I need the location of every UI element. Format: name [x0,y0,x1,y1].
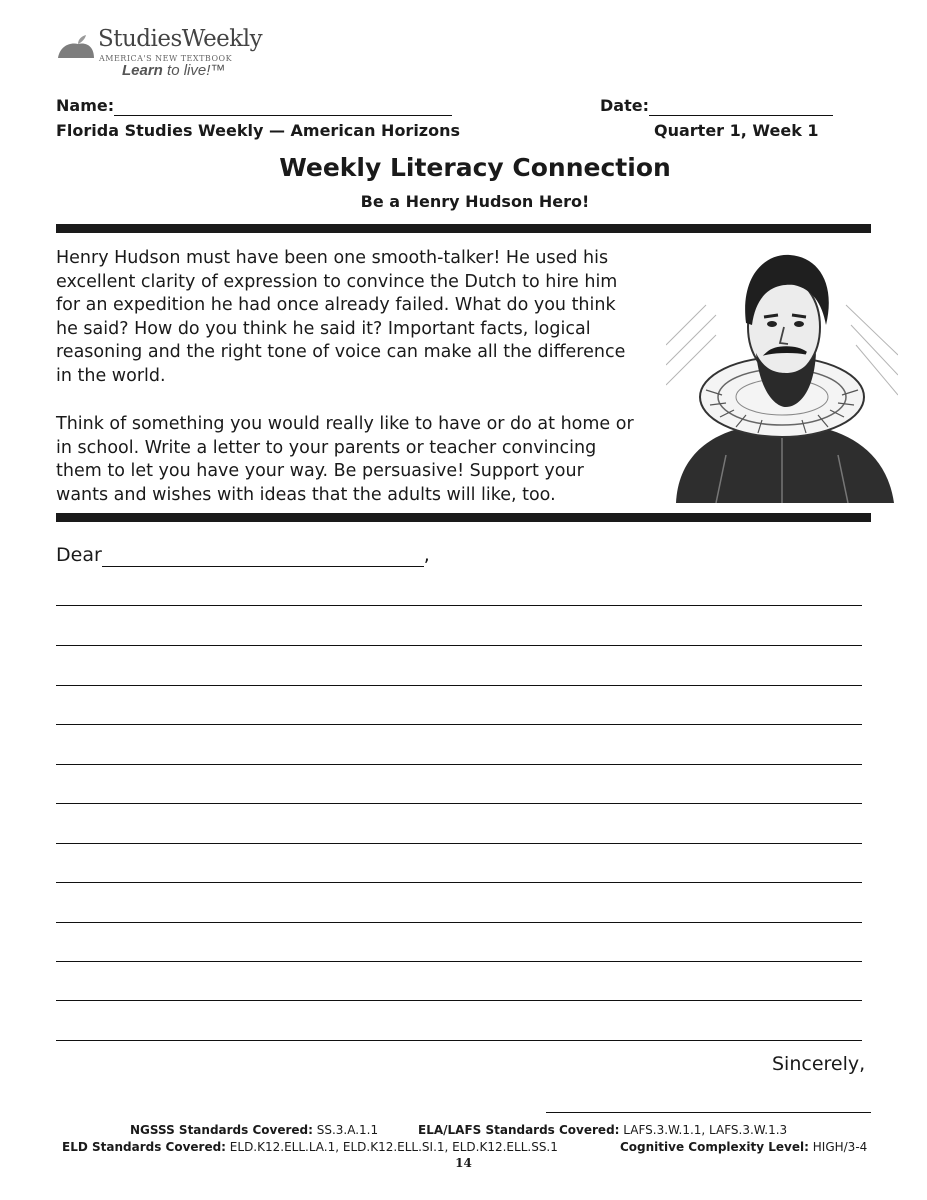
text-line: Henry Hudson must have been one smooth-talker! He used his [56,248,609,268]
logo-tagline: AMERICA'S NEW TEXTBOOK [99,54,233,63]
letter-greeting [56,544,430,567]
text-line: in the world. [56,365,166,386]
writing-line[interactable] [56,1040,862,1041]
writing-line[interactable] [56,922,862,923]
bottom-divider [56,513,871,522]
intro-paragraph [56,247,662,388]
text-line: wants and wishes with ideas that the adults will like, too. [56,484,556,505]
writing-line[interactable] [56,764,862,765]
dear-label: Dear [56,544,102,566]
date-field [600,96,833,116]
ela-label: ELA/LAFS Standards Covered: [418,1123,620,1137]
page-subtitle: Be a Henry Hudson Hero! [360,192,590,211]
text-line: he said? How do you think he said it? Important facts, logical [56,318,591,339]
studies-weekly-logo [56,24,263,84]
logo-slogan [122,62,225,79]
henry-hudson-portrait [666,245,898,503]
logo-slogan-bold: Learn [122,62,163,79]
writing-line[interactable] [56,605,862,606]
publication-title: Florida Studies Weekly — American Horizons [56,121,461,140]
cognitive-complexity [620,1140,867,1154]
text-line: in school. Write a letter to your parents or teacher convincing [56,437,597,458]
recipient-line[interactable] [102,544,424,567]
cognitive-value: HIGH/3-4 [808,1140,868,1154]
date-line[interactable] [649,96,833,116]
text-line: reasoning and the right tone of voice can make all the difference [56,342,626,362]
ngsss-label: NGSSS Standards Covered: [130,1123,313,1137]
eld-standards [62,1140,558,1154]
text-line: them to let you have your way. Be persuasive! Support your [56,461,584,481]
ela-value: LAFS.3.W.1.1, LAFS.3.W.1.3 [619,1123,788,1137]
writing-line[interactable] [56,882,862,883]
date-label: Date: [600,96,649,115]
eld-value: ELD.K12.ELL.LA.1, ELD.K12.ELL.SI.1, ELD.K12.ELL.SS.1 [225,1140,558,1154]
eld-label: ELD Standards Covered: [62,1140,226,1154]
writing-line[interactable] [56,645,862,646]
quarter-week: Quarter 1, Week 1 [654,121,819,140]
ngsss-value: SS.3.A.1.1 [312,1123,379,1137]
signature-line[interactable] [546,1112,871,1113]
logo-slogan-rest: to live!™ [162,62,226,79]
greeting-comma: , [423,544,430,566]
text-line: Think of something you would really like to have or do at home or [56,414,634,434]
writing-line[interactable] [56,685,862,686]
ela-standards [418,1123,787,1137]
name-line[interactable] [114,96,452,116]
logo-brand: StudiesWeekly [98,26,263,52]
writing-line[interactable] [56,724,862,725]
writing-line[interactable] [56,843,862,844]
page-number: 14 [455,1156,472,1170]
name-field [56,96,452,116]
cognitive-label: Cognitive Complexity Level: [620,1140,809,1154]
ngsss-standards [130,1123,378,1137]
text-line: for an expedition he had once already failed. What do you think [56,295,616,315]
instructions-paragraph [56,413,662,507]
apple-icon [56,34,96,60]
letter-closing: Sincerely, [772,1053,866,1075]
text-line: excellent clarity of expression to convince the Dutch to hire him [56,271,618,292]
writing-line[interactable] [56,803,862,804]
name-label: Name: [56,96,115,115]
writing-line[interactable] [56,961,862,962]
top-divider [56,224,871,233]
page-title: Weekly Literacy Connection [279,153,671,182]
writing-line[interactable] [56,1000,862,1001]
